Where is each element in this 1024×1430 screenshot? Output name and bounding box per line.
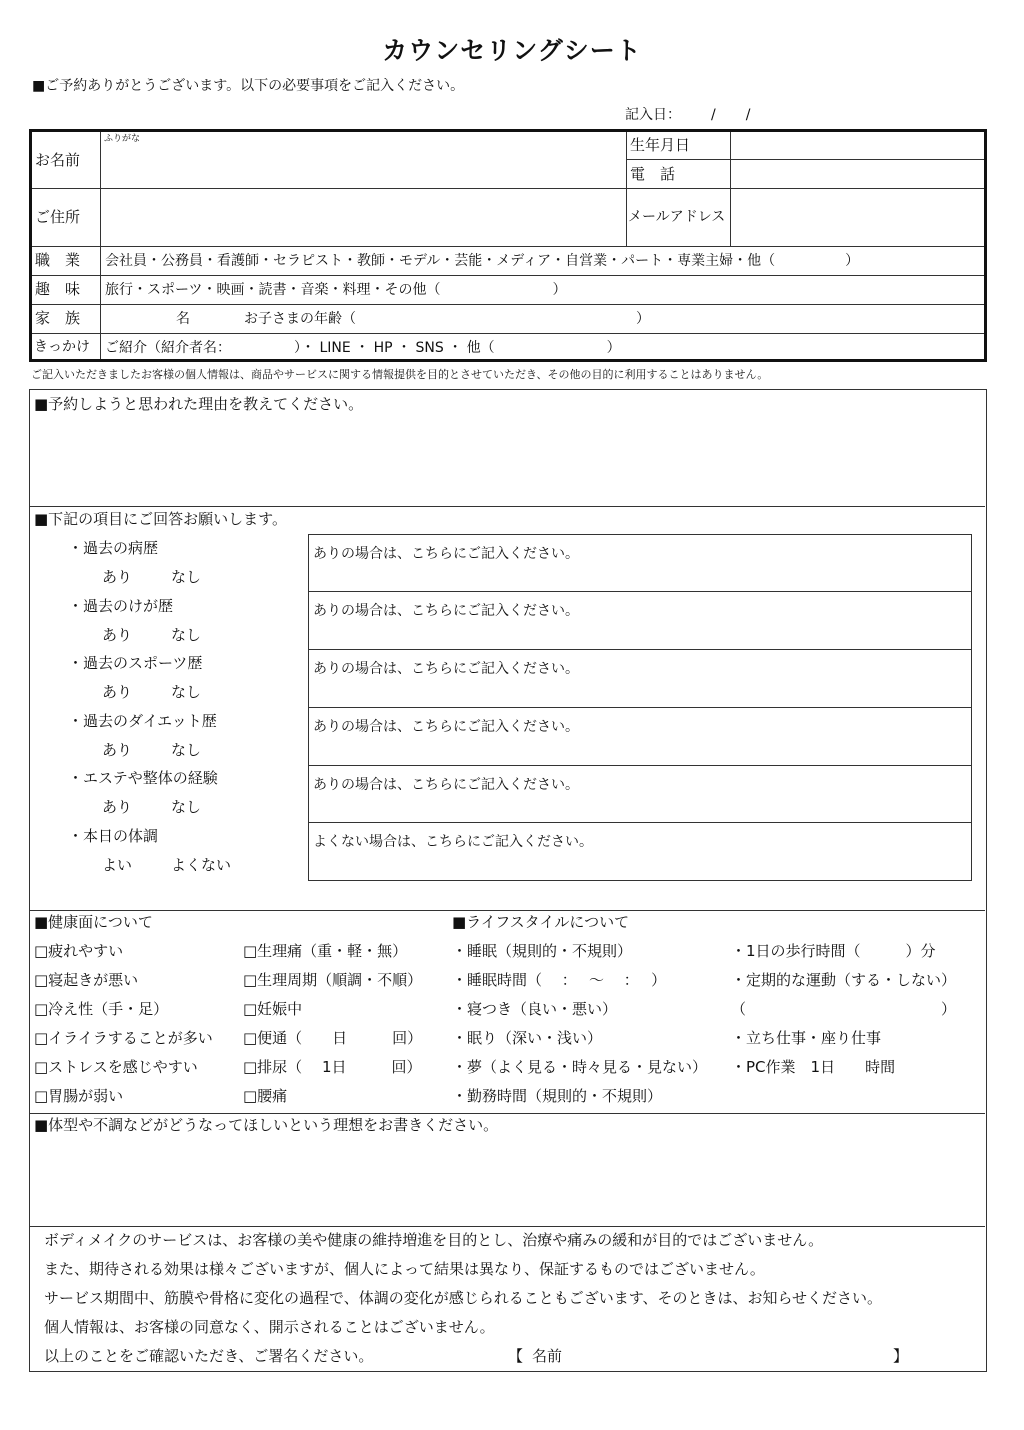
date-separator: /	[745, 107, 751, 123]
detail-hint: ありの場合は、こちらにご記入ください。	[313, 546, 579, 562]
lifestyle-item[interactable]: ・定期的な運動（する・しない）	[731, 971, 957, 989]
lifestyle-item[interactable]: ・勤務時間（規則的・不規則）	[452, 1087, 663, 1105]
disclaimer-line: 以上のことをご確認いただき、ご署名ください。	[44, 1347, 374, 1365]
answer-no[interactable]: なし	[171, 798, 202, 816]
privacy-note: ご記入いただきましたお客様の個人情報は、商品やサービスに関する情報提供を目的とさせていただき、その他の目的に利用することはありません。	[31, 368, 769, 381]
lifestyle-item[interactable]: ・立ち仕事・座り仕事	[731, 1029, 882, 1047]
intro-text: ■ご予約ありがとうございます。以下の必要事項をご記入ください。	[32, 78, 465, 94]
birthday-label: 生年月日	[630, 136, 691, 154]
answer-no[interactable]: なし	[171, 683, 202, 701]
signature-close-bracket: 】	[893, 1347, 909, 1365]
signature-open-bracket: 【	[508, 1347, 524, 1365]
email-field[interactable]	[732, 190, 982, 245]
phone-field[interactable]	[732, 161, 982, 187]
health-checkbox[interactable]: □ストレスを感じやすい	[34, 1058, 198, 1076]
answer-no[interactable]: なし	[171, 741, 202, 759]
questions-heading: ■下記の項目にご回答お願いします。	[34, 510, 287, 528]
question-label: ・エステや整体の経験	[68, 769, 218, 787]
health-checkbox[interactable]: □イライラすることが多い	[34, 1029, 213, 1047]
lifestyle-item[interactable]: ・眠り（深い・浅い）	[452, 1029, 603, 1047]
answer-no[interactable]: なし	[171, 568, 202, 586]
job-label: 職 業	[35, 251, 81, 269]
question-label: ・過去の病歴	[68, 539, 159, 557]
name-label: お名前	[35, 151, 81, 169]
date-separator: /	[711, 107, 716, 123]
answer-yes[interactable]: あり	[102, 568, 133, 586]
detail-field[interactable]	[308, 591, 972, 650]
lifestyle-item[interactable]: ・睡眠（規則的・不規則）	[452, 942, 633, 960]
lifestyle-item[interactable]: ・PC作業 1日 時間	[731, 1058, 896, 1076]
detail-field[interactable]	[308, 707, 972, 766]
answer-yes[interactable]: あり	[102, 683, 133, 701]
answer-no[interactable]: なし	[171, 626, 202, 644]
health-checkbox[interactable]: □腰痛	[243, 1087, 288, 1105]
detail-hint: よくない場合は、こちらにご記入ください。	[313, 834, 593, 850]
profile-table	[29, 129, 987, 362]
answer-yes[interactable]: あり	[102, 741, 133, 759]
lifestyle-item[interactable]: ・寝つき（良い・悪い）	[452, 1000, 618, 1018]
question-label: ・過去のけが歴	[68, 597, 174, 615]
disclaimer-line: ボディメイクのサービスは、お客様の美や健康の維持増進を目的とし、治療や痛みの緩和が目的ではございません。	[44, 1231, 824, 1249]
detail-hint: ありの場合は、こちらにご記入ください。	[313, 661, 579, 677]
question-label: ・過去のダイエット歴	[68, 712, 217, 730]
lifestyle-item[interactable]: （ ）	[731, 1000, 957, 1018]
trigger-label: きっかけ	[34, 339, 90, 355]
hobby-options[interactable]: 旅行・スポーツ・映画・読書・音楽・料理・その他（ ）	[105, 282, 567, 298]
lifestyle-item[interactable]: ・1日の歩行時間（ ）分	[731, 942, 936, 960]
reason-heading: ■予約しようと思われた理由を教えてください。	[34, 395, 364, 413]
detail-field[interactable]	[308, 822, 972, 881]
health-checkbox[interactable]: □胃腸が弱い	[34, 1087, 124, 1105]
answer-yes[interactable]: あり	[102, 626, 133, 644]
health-heading: ■健康面について	[34, 913, 153, 931]
trigger-options[interactable]: ご紹介（紹介者名： ）・ LINE ・ HP ・ SNS ・ 他（ ）	[105, 340, 621, 356]
answer-bad[interactable]: よくない	[171, 856, 232, 874]
hobby-label: 趣 味	[35, 280, 81, 298]
question-label: ・本日の体調	[68, 827, 159, 845]
detail-field[interactable]	[308, 534, 972, 592]
health-checkbox[interactable]: □生理周期（順調・不順）	[243, 971, 423, 989]
job-options[interactable]: 会社員・公務員・看護師・セラピスト・教師・モデル・芸能・メディア・自営業・パート・専業主婦・他（ ）	[105, 253, 860, 269]
detail-field[interactable]	[308, 649, 972, 708]
disclaimer-line: サービス期間中、筋膜や骨格に変化の過程で、体調の変化が感じられることもございます、そのときは、お知らせください。	[44, 1289, 883, 1307]
health-checkbox[interactable]: □妊娠中	[243, 1000, 303, 1018]
answer-yes[interactable]: あり	[102, 798, 133, 816]
detail-hint: ありの場合は、こちらにご記入ください。	[313, 719, 579, 735]
page-title: カウンセリングシート	[382, 36, 642, 65]
lifestyle-item[interactable]: ・夢（よく見る・時々見る・見ない）	[452, 1058, 708, 1076]
health-checkbox[interactable]: □排尿（ 1日 回）	[243, 1058, 422, 1076]
health-checkbox[interactable]: □疲れやすい	[34, 942, 124, 960]
furigana-label: ふりがな	[104, 134, 141, 144]
family-label: 家 族	[35, 309, 81, 327]
disclaimer-line: 個人情報は、お客様の同意なく、開示されることはございません。	[44, 1318, 495, 1336]
ideal-field[interactable]	[33, 1140, 981, 1222]
address-label: ご住所	[35, 208, 81, 226]
health-checkbox[interactable]: □寝起きが悪い	[34, 971, 139, 989]
entry-date-label: 記入日：	[625, 107, 681, 123]
answer-good[interactable]: よい	[102, 856, 133, 874]
birthday-field[interactable]	[732, 133, 982, 158]
health-checkbox[interactable]: □便通（ 日 回）	[243, 1029, 423, 1047]
lifestyle-heading: ■ライフスタイルについて	[452, 913, 630, 931]
detail-field[interactable]	[308, 765, 972, 823]
health-checkbox[interactable]: □生理痛（重・軽・無）	[243, 942, 408, 960]
disclaimer-line: また、期待される効果は様々ございますが、個人によって結果は異なり、保証するものではございません。	[44, 1260, 765, 1278]
signature-label: 名前	[532, 1347, 563, 1365]
question-label: ・過去のスポーツ歴	[68, 654, 203, 672]
entry-date[interactable]	[625, 108, 750, 122]
lifestyle-item[interactable]: ・睡眠時間（ ： 〜 ： ）	[452, 971, 667, 989]
email-label: メールアドレス	[628, 209, 726, 225]
address-field[interactable]	[102, 190, 624, 245]
family-count-unit: 名	[176, 311, 190, 327]
health-checkbox[interactable]: □冷え性（手・足）	[34, 1000, 169, 1018]
ideal-heading: ■体型や不調などがどうなってほしいという理想をお書きください。	[34, 1116, 499, 1134]
detail-hint: ありの場合は、こちらにご記入ください。	[313, 777, 579, 793]
detail-hint: ありの場合は、こちらにご記入ください。	[313, 603, 579, 619]
children-age[interactable]: お子さまの年齢（ ）	[244, 311, 650, 327]
name-field[interactable]	[102, 144, 622, 186]
phone-label: 電 話	[630, 165, 676, 183]
signature-field[interactable]	[575, 1343, 890, 1369]
reason-field[interactable]	[33, 420, 981, 502]
